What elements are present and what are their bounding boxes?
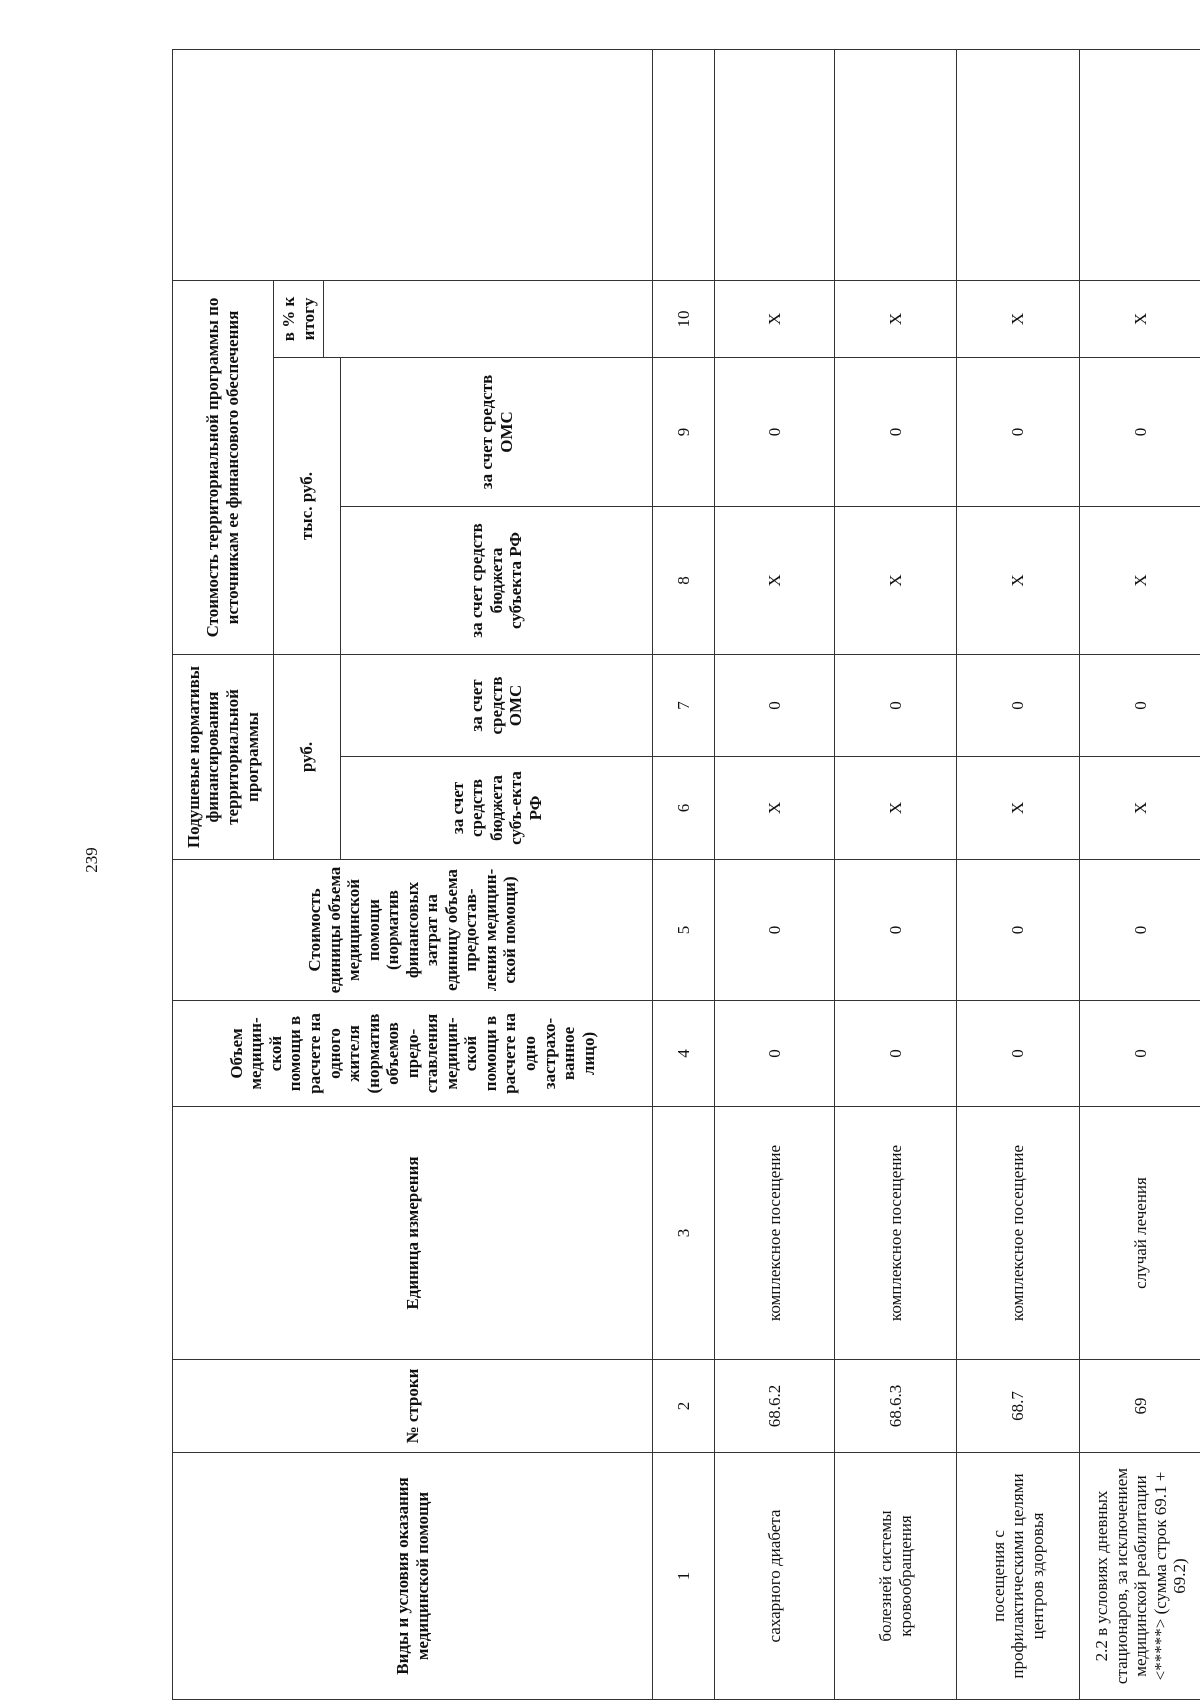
row-percent-total: X [957, 280, 1080, 357]
header-percent-spacer [324, 280, 653, 357]
column-number: 6 [653, 757, 715, 860]
header-oms-thousand: за счет средств ОМС [341, 358, 653, 507]
row-budget-rub: X [715, 757, 835, 860]
row-name: болезней системы кровообращения [835, 1453, 957, 1700]
column-number: 3 [653, 1107, 715, 1360]
column-number: 9 [653, 358, 715, 507]
header-unit: Единица измерения [173, 1107, 653, 1360]
row-oms-thousand: 0 [715, 358, 835, 507]
row-oms-thousand: 0 [835, 358, 957, 507]
row-blank [835, 49, 957, 280]
column-number: 2 [653, 1360, 715, 1453]
row-budget-rub: X [835, 757, 957, 860]
row-unit: комплексное посещение [835, 1107, 957, 1360]
column-number: 10 [653, 280, 715, 357]
header-percent-total: в % к итогу [274, 280, 324, 357]
row-unit: случай лечения [1080, 1107, 1200, 1360]
row-oms-rub: 0 [715, 655, 835, 757]
row-volume: 0 [835, 1001, 957, 1107]
row-volume: 0 [1080, 1001, 1200, 1107]
header-blank [173, 49, 653, 280]
row-oms-thousand: 0 [1080, 358, 1200, 507]
row-budget-thousand: X [1080, 507, 1200, 655]
table-row [1080, 49, 1200, 1699]
row-name: сахарного диабета [715, 1453, 835, 1700]
row-number: 69 [1080, 1360, 1200, 1453]
column-number-row [653, 49, 715, 1699]
column-number: 1 [653, 1453, 715, 1700]
row-unit: комплексное посещение [957, 1107, 1080, 1360]
financing-table [172, 49, 1200, 1700]
row-volume: 0 [715, 1001, 835, 1107]
row-blank [653, 49, 715, 280]
row-blank [1080, 49, 1200, 280]
row-number: 68.7 [957, 1360, 1080, 1453]
row-oms-thousand: 0 [957, 358, 1080, 507]
row-unit-cost: 0 [1080, 860, 1200, 1001]
row-budget-thousand: X [715, 507, 835, 655]
header-budget-thousand: за счет средств бюджета субъекта РФ [341, 507, 653, 655]
column-number: 7 [653, 655, 715, 757]
column-number: 4 [653, 1001, 715, 1107]
table-row [835, 49, 957, 1699]
row-budget-thousand: X [835, 507, 957, 655]
rotated-table-sheet [172, 50, 1200, 1700]
row-volume: 0 [957, 1001, 1080, 1107]
row-unit: комплексное посещение [715, 1107, 835, 1360]
header-unit-thousand-rub: тыс. руб. [274, 358, 341, 655]
row-number: 68.6.3 [835, 1360, 957, 1453]
column-number: 5 [653, 860, 715, 1001]
row-blank [715, 49, 835, 280]
header-oms-rub: за счет средств ОМС [341, 655, 653, 757]
header-unit-rub: руб. [274, 655, 341, 860]
row-unit-cost: 0 [957, 860, 1080, 1001]
header-cost-group: Стоимость территориальной программы по источникам ее финансового обеспечения [173, 280, 274, 654]
table-row [715, 49, 835, 1699]
row-oms-rub: 0 [835, 655, 957, 757]
row-unit-cost: 0 [835, 860, 957, 1001]
row-number: 68.6.2 [715, 1360, 835, 1453]
header-volume: Объем медицин-ской помощи в расчете на одного жителя (норматив объемов предо-ставления медицин-ской помощи в расчете на одно застрахо-ванное лицо) [173, 1001, 653, 1107]
page-number: 239 [82, 847, 102, 873]
header-budget-rub: за счет средств бюджета субъ-екта РФ [341, 757, 653, 860]
row-budget-rub: X [1080, 757, 1200, 860]
row-oms-rub: 0 [957, 655, 1080, 757]
header-kinds: Виды и условия оказания медицинской помощи [173, 1453, 653, 1700]
row-percent-total: X [835, 280, 957, 357]
header-row-number: № строки [173, 1360, 653, 1453]
row-budget-thousand: X [957, 507, 1080, 655]
row-blank [957, 49, 1080, 280]
column-number: 8 [653, 507, 715, 655]
header-unit-cost: Стоимость единицы объема медицинской помощи (норматив финансовых затрат на единицу объема предостав-ления медицин-ской помощи) [173, 860, 653, 1001]
row-unit-cost: 0 [715, 860, 835, 1001]
row-oms-rub: 0 [1080, 655, 1200, 757]
table-row [957, 49, 1080, 1699]
row-percent-total: X [715, 280, 835, 357]
row-name: 2.2 в условиях дневных стационаров, за исключением медицинской реабилитации <*****> (сумма строк 69.1 + 69.2) [1080, 1453, 1200, 1700]
row-name: посещения с профилактическими целями центров здоровья [957, 1453, 1080, 1700]
row-budget-rub: X [957, 757, 1080, 860]
row-percent-total: X [1080, 280, 1200, 357]
header-per-capita-group: Подушевые нормативы финансирования территориальной программы [173, 655, 274, 860]
